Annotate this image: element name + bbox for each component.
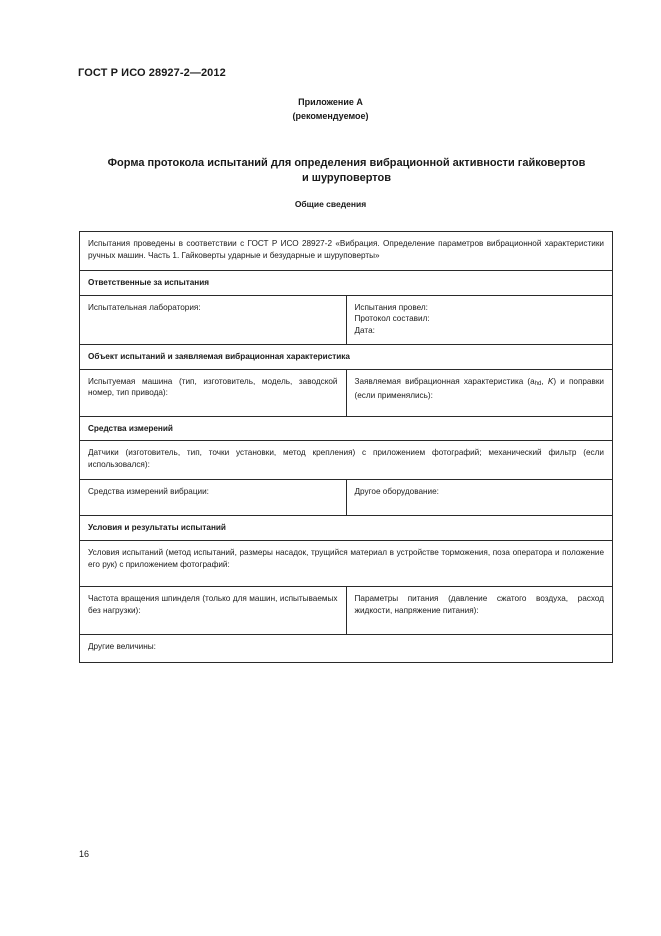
test-report-form-table — [79, 231, 613, 663]
test-conditions-cell: Условия испытаний (метод испытаний, размеры насадок, трущийся материал в устройстве торможения, поза оператора и положение его рук) с приложением фотографий: — [80, 541, 613, 587]
form-title — [80, 156, 613, 186]
intro-cell: Испытания проведены в соответствии с ГОСТ Р ИСО 28927-2 «Вибрация. Определение параметров вибрационной характеристики ручных машин. Часть 1. Гайковерты ударные и безударные и шуруповерты» — [80, 232, 613, 271]
form-title-line-1: Форма протокола испытаний для определения вибрационной активности гайковертов — [107, 157, 586, 169]
instruments-heading: Средства измерений — [80, 416, 613, 441]
sensors-cell: Датчики (изготовитель, тип, точки установки, метод крепления) с приложением фотографий; механический фильтр (если использовался): — [80, 441, 613, 480]
other-equipment-cell: Другое оборудование: — [346, 480, 613, 516]
test-lab-cell: Испытательная лаборатория: — [80, 295, 347, 344]
table-row — [80, 441, 613, 480]
declared-text-start: Заявляемая вибрационная характеристика (a — [354, 376, 535, 386]
form-title-line-2: и шуруповертов — [301, 172, 392, 184]
date-label: Дата: — [354, 325, 375, 335]
vibration-instruments-cell: Средства измерений вибрации: — [80, 480, 347, 516]
table-row — [80, 416, 613, 441]
page-number: 16 — [79, 849, 90, 859]
power-params-cell: Параметры питания (давление сжатого воздуха, расход жидкости, напряжение питания): — [346, 587, 613, 635]
table-row — [80, 516, 613, 541]
conditions-heading: Условия и результаты испытаний — [80, 516, 613, 541]
table-row — [80, 587, 613, 635]
annex-status: (рекомендуемое) — [292, 111, 369, 121]
section-heading-general: Общие сведения — [294, 199, 367, 209]
declared-subscript: hd — [534, 380, 542, 387]
table-row — [80, 369, 613, 416]
annex-block — [0, 95, 661, 123]
declared-k-symbol: K — [547, 376, 554, 386]
declared-text-end: ) и поправки (если применялись): — [354, 376, 604, 400]
table-row — [80, 541, 613, 587]
table-row — [80, 635, 613, 663]
signatures-cell — [346, 295, 613, 344]
table-row — [80, 344, 613, 369]
spindle-speed-cell: Частота вращения шпинделя (только для машин, испытываемых без нагрузки): — [80, 587, 347, 635]
machine-cell: Испытуемая машина (тип, изготовитель, модель, заводской номер, тип привода): — [80, 369, 347, 416]
table-row — [80, 480, 613, 516]
table-row — [80, 271, 613, 296]
conducted-by-label: Испытания провел: — [354, 302, 428, 312]
responsible-heading: Ответственные за испытания — [80, 271, 613, 296]
table-row — [80, 232, 613, 271]
other-values-cell: Другие величины: — [80, 635, 613, 663]
protocol-by-label: Протокол составил: — [354, 314, 430, 323]
annex-title: Приложение А — [298, 97, 363, 107]
standard-designation: ГОСТ Р ИСО 28927-2—2012 — [78, 67, 226, 79]
table-row — [80, 295, 613, 344]
declared-characteristic-cell — [346, 369, 613, 416]
object-heading: Объект испытаний и заявляемая вибрационная характеристика — [80, 344, 613, 369]
declared-separator: , — [541, 376, 548, 386]
